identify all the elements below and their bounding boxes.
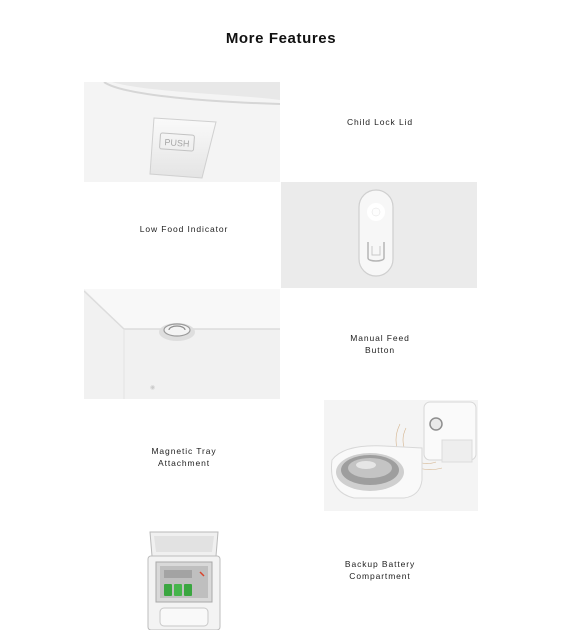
page-title: More Features — [225, 30, 337, 47]
feature-magnetic-tray-label: Magnetic Tray Attachment — [151, 446, 217, 468]
child-lock-lid-icon — [84, 82, 280, 182]
feature-backup-battery-image — [146, 528, 222, 630]
feature-low-food-indicator-image — [281, 182, 477, 288]
low-food-indicator-icon — [281, 182, 477, 288]
feature-low-food-indicator-label: Low Food Indicator — [139, 224, 229, 234]
magnetic-tray-icon — [324, 400, 478, 511]
feature-manual-feed-button-label: Manual Feed Button — [350, 333, 410, 355]
feature-backup-battery-label: Backup Battery Compartment — [344, 559, 416, 581]
feature-child-lock-lid-label: Child Lock Lid — [347, 117, 413, 127]
feature-child-lock-lid-image — [84, 82, 280, 182]
svg-text:◉: ◉ — [150, 385, 156, 391]
feature-magnetic-tray-image — [324, 400, 478, 511]
backup-battery-icon — [146, 528, 222, 630]
feature-manual-feed-button-image — [84, 289, 280, 399]
push-label: PUSH — [164, 137, 190, 149]
manual-feed-button-icon — [84, 289, 280, 399]
